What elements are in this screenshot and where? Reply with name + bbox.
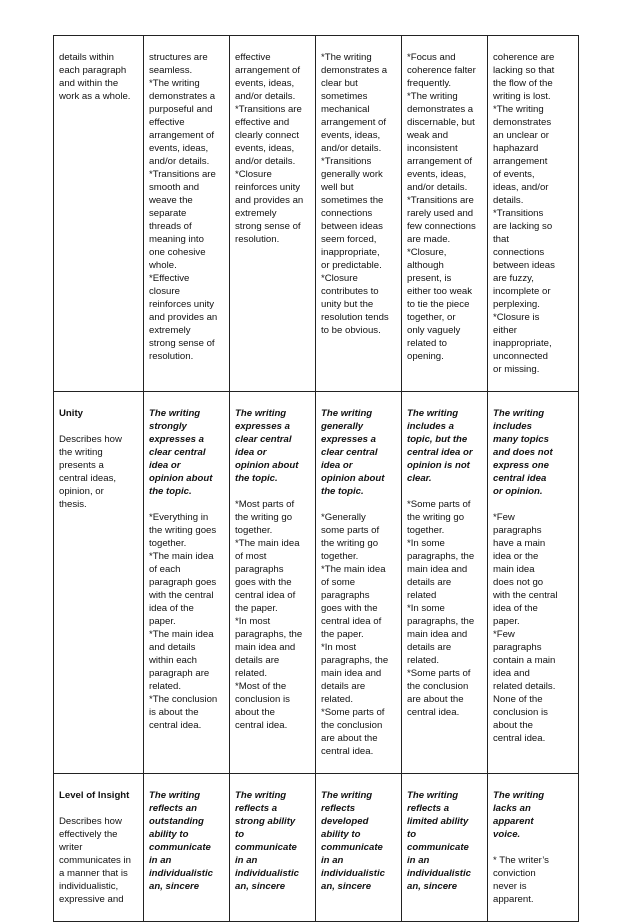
cell-text: details within each paragraph and within the work as a whole.: [59, 52, 131, 102]
level-cell: [230, 392, 316, 774]
level-lead: The writing strongly expresses a clear central idea or opinion about the topic.: [149, 408, 213, 497]
cell-text: *Generally some parts of the writing go together. *The main idea of some paragraphs goes with the central idea of the paper. *In most paragraphs, the main idea and details are related. *Some parts of the conclusion are about the central idea.: [321, 512, 389, 757]
cell-text: *The writing demonstrates a clear but sometimes mechanical arrangement of events, ideas, and/or details. *Transitions generally work well but sometimes the connections between ideas seem forced, inappropriate, or predictable. *Closure contributes to unity but the resolution tends to be obvious.: [321, 52, 389, 336]
level-lead: The writing reflects an outstanding ability to communicate in an individualistic an, sincere: [149, 790, 213, 892]
level-lead: The writing reflects a strong ability to communicate in an individualistic an, sincere: [235, 790, 299, 892]
level-cell: [316, 774, 402, 922]
cell-text: * The writer’s conviction never is apparent.: [493, 855, 549, 905]
level-cell: [144, 36, 230, 392]
level-cell: [402, 774, 488, 922]
level-cell: [144, 774, 230, 922]
level-lead: The writing includes many topics and does not express one central idea or opinion.: [493, 408, 553, 497]
level-cell: [488, 392, 579, 774]
criterion-description: Describes how effectively the writer communicates in a manner that is individualistic, expressive and: [59, 816, 131, 905]
level-cell: [230, 36, 316, 392]
level-lead: The writing lacks an apparent voice.: [493, 790, 545, 840]
level-lead: The writing reflects a limited ability to communicate in an individualistic an, sincere: [407, 790, 471, 892]
criterion-description: Describes how the writing presents a central ideas, opinion, or thesis.: [59, 434, 122, 510]
cell-text: *Few paragraphs have a main idea or the main idea does not go with the central idea of the paper. *Few paragraphs contain a main idea and related details. None of the conclusion is about the central idea.: [493, 512, 558, 744]
cell-text: structures are seamless. *The writing demonstrates a purposeful and effective arrangement of events, ideas, and/or details. *Transitions are smooth and weave the separate threads of meaning into one cohesive whole. *Effective closure reinforces unity and provides an extremely strong sense of resolution.: [149, 52, 218, 362]
level-cell: [488, 774, 579, 922]
level-lead: The writing expresses a clear central idea or opinion about the topic.: [235, 408, 299, 484]
criterion-title: Level of Insight: [59, 790, 130, 801]
criterion-cell: [54, 36, 144, 392]
criterion-title: Unity: [59, 408, 83, 419]
level-lead: The writing includes a topic, but the central idea or opinion is not clear.: [407, 408, 473, 484]
level-cell: [316, 36, 402, 392]
criterion-cell: [54, 392, 144, 774]
cell-text: *Everything in the writing goes together. *The main idea of each paragraph goes with the central idea of the paper. *The main idea and details within each paragraph are related. *The conclusion is about the central idea.: [149, 512, 218, 731]
level-cell: [402, 36, 488, 392]
level-cell: [316, 392, 402, 774]
cell-text: *Most parts of the writing go together. *The main idea of most paragraphs goes with the central idea of the paper. *In most paragraphs, the main idea and details are related. *Most of the conclusion is about the central idea.: [235, 499, 303, 731]
level-lead: The writing reflects developed ability to communicate in an individualistic an, sincere: [321, 790, 385, 892]
cell-text: *Some parts of the writing go together. *In some paragraphs, the main idea and details are related *In some paragraphs, the main idea and details are related. *Some parts of the conclusion are about the central idea.: [407, 499, 475, 718]
table-row: [54, 774, 579, 922]
cell-text: *Focus and coherence falter frequently. *The writing demonstrates a discernable, but weak and inconsistent arrangement of events, ideas, and/or details. *Transitions are rarely used and few connections are made. *Closure, although present, is either too weak to tie the piece together, or only vaguely related to opening.: [407, 52, 476, 362]
criterion-cell: [54, 774, 144, 922]
level-cell: [488, 36, 579, 392]
cell-text: coherence are lacking so that the flow of the writing is lost. *The writing demonstrates an unclear or haphazard arrangement of events, ideas, and/or details. *Transitions are lacking so that connections between ideas are fuzzy, incomplete or perplexing. *Closure is either inappropriate, unconnected or missing.: [493, 52, 555, 375]
table-row: [54, 392, 579, 774]
level-cell: [402, 392, 488, 774]
level-cell: [230, 774, 316, 922]
rubric-table: [53, 35, 579, 922]
cell-text: effective arrangement of events, ideas, and/or details. *Transitions are effective and clearly connect events, ideas, and/or details. *Closure reinforces unity and provides an extremely strong sense of resolution.: [235, 52, 304, 245]
level-cell: [144, 392, 230, 774]
level-lead: The writing generally expresses a clear central idea or opinion about the topic.: [321, 408, 385, 497]
table-row: [54, 36, 579, 392]
